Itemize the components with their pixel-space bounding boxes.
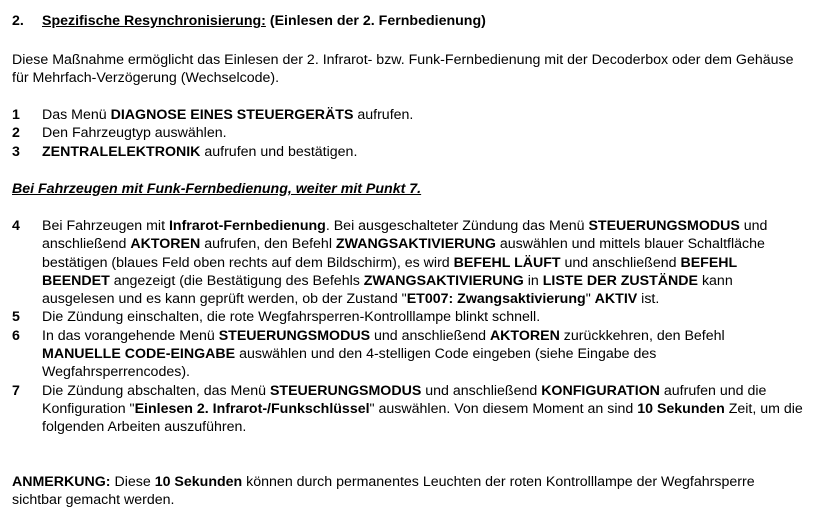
note-paragraph	[12, 473, 802, 510]
text-run: aufrufen, den Befehl	[200, 236, 336, 253]
step-text	[42, 124, 807, 142]
text-run: Die Zündung einschalten, die rote Wegfahrsperren-Kontrolllampe blinkt schnell.	[42, 309, 541, 326]
text-run: kann ausgelesen und es kann geprüft werden, ob der Zustand "	[42, 272, 733, 308]
emphasis-text: Einlesen 2. Infrarot-/Funkschlüssel	[134, 400, 370, 417]
emphasis-text: MANUELLE CODE-EINGABE	[42, 346, 236, 363]
emphasis-text: STEUERUNGSMODUS	[269, 382, 422, 399]
step-text	[42, 143, 807, 161]
steps-list-b	[12, 217, 807, 437]
emphasis-text: 10 Sekunden	[154, 474, 243, 490]
text-run: und anschließend	[560, 254, 681, 271]
emphasis-text: STEUERUNGSMODUS	[218, 327, 371, 344]
text-run: auswählen und mittels blauer Schaltfläche bestätigen (blaues Feld oben rechts auf dem Bildschirm), es wird	[42, 236, 765, 271]
emphasis-text: AKTOREN	[130, 236, 201, 253]
emphasis-text: ZENTRALELEKTRONIK	[42, 143, 201, 160]
emphasis-text: AKTIV	[594, 291, 638, 308]
step-item	[12, 124, 807, 142]
funk-note: Bei Fahrzeugen mit Funk-Fernbedienung, weiter mit Punkt 7.	[12, 181, 422, 197]
emphasis-text: ANMERKUNG:	[12, 474, 111, 490]
emphasis-text: Infrarot-Fernbedienung	[168, 218, 326, 234]
step-number: 5	[12, 309, 20, 326]
section-title-underlined: Spezifische Resynchronisierung:	[42, 13, 266, 29]
step-item	[12, 308, 807, 326]
text-run: ist.	[637, 291, 660, 308]
text-run: . Bei ausgeschalteter Zündung das Menü	[325, 218, 589, 234]
step-number: 2	[12, 125, 20, 142]
emphasis-text: BEFEHL BEENDET	[42, 254, 737, 289]
emphasis-text: ZWANGSAKTIVIERUNG	[363, 272, 524, 289]
intro-paragraph: Diese Maßnahme ermöglicht das Einlesen der 2. Infrarot- bzw. Funk-Fernbedienung mit der Decoderbox oder dem Gehäuse für Mehrfach-Verzögerung (Wechselcode).	[12, 52, 794, 87]
section-number: 2.	[12, 13, 24, 29]
step-number: 7	[12, 382, 20, 399]
emphasis-text: ET007: Zwangsaktivierung	[406, 291, 586, 308]
text-run: Die Zündung abschalten, das Menü	[42, 382, 270, 399]
text-run: und anschließend	[421, 382, 542, 399]
text-run: " auswählen. Von diesem Moment an sind	[369, 400, 638, 417]
text-run: Das Menü	[42, 107, 111, 123]
text-run: aufrufen und bestätigen.	[200, 143, 358, 160]
text-run: In das vorangehende Menü	[42, 327, 219, 344]
text-run: aufrufen und die Konfiguration "	[42, 382, 767, 417]
emphasis-text: KONFIGURATION	[541, 382, 660, 399]
text-run: Zeit, um die folgenden Arbeiten auszuführen.	[42, 400, 803, 436]
text-run: "	[585, 291, 595, 308]
text-run: können durch permanentes Leuchten der roten Kontrolllampe der Wegfahrsperre sichtbar gemacht werden.	[12, 474, 755, 509]
text-run: in	[523, 272, 543, 289]
step-text	[42, 382, 807, 437]
emphasis-text: DIAGNOSE EINES STEUERGERÄTS	[110, 107, 354, 123]
step-text	[42, 327, 807, 382]
step-text	[42, 217, 807, 308]
emphasis-text: BEFEHL LÄUFT	[453, 254, 561, 271]
step-number: 4	[12, 218, 20, 234]
step-item	[12, 143, 807, 161]
step-item	[12, 217, 807, 308]
step-text	[42, 308, 807, 326]
emphasis-text: 10 Sekunden	[637, 400, 725, 417]
text-run: zurückkehren, den Befehl	[559, 327, 725, 344]
text-run: angezeigt (die Bestätigung des Befehls	[109, 272, 364, 289]
step-number: 1	[12, 107, 20, 123]
text-run: auswählen und den 4-stelligen Code eingeben (siehe Eingabe des Wegfahrsperrencodes).	[42, 346, 657, 381]
emphasis-text: STEUERUNGSMODUS	[588, 218, 740, 234]
steps-list-a	[12, 106, 807, 161]
text-run: Diese	[110, 474, 155, 490]
text-run: und anschließend	[42, 218, 768, 253]
text-run: Bei Fahrzeugen mit	[42, 218, 169, 234]
text-run: aufrufen.	[353, 107, 414, 123]
step-item	[12, 382, 807, 437]
text-run: und anschließend	[370, 327, 490, 344]
section-heading	[12, 12, 486, 30]
step-number: 6	[12, 327, 20, 344]
emphasis-text: ZWANGSAKTIVIERUNG	[335, 236, 496, 253]
step-item	[12, 327, 807, 382]
section-title-rest: (Einlesen der 2. Fernbedienung)	[265, 13, 486, 29]
step-number: 3	[12, 143, 20, 160]
emphasis-text: AKTOREN	[489, 327, 560, 344]
emphasis-text: LISTE DER ZUSTÄNDE	[542, 272, 698, 289]
step-text	[42, 106, 807, 124]
text-run: Den Fahrzeugtyp auswählen.	[42, 125, 227, 142]
step-item	[12, 106, 807, 124]
